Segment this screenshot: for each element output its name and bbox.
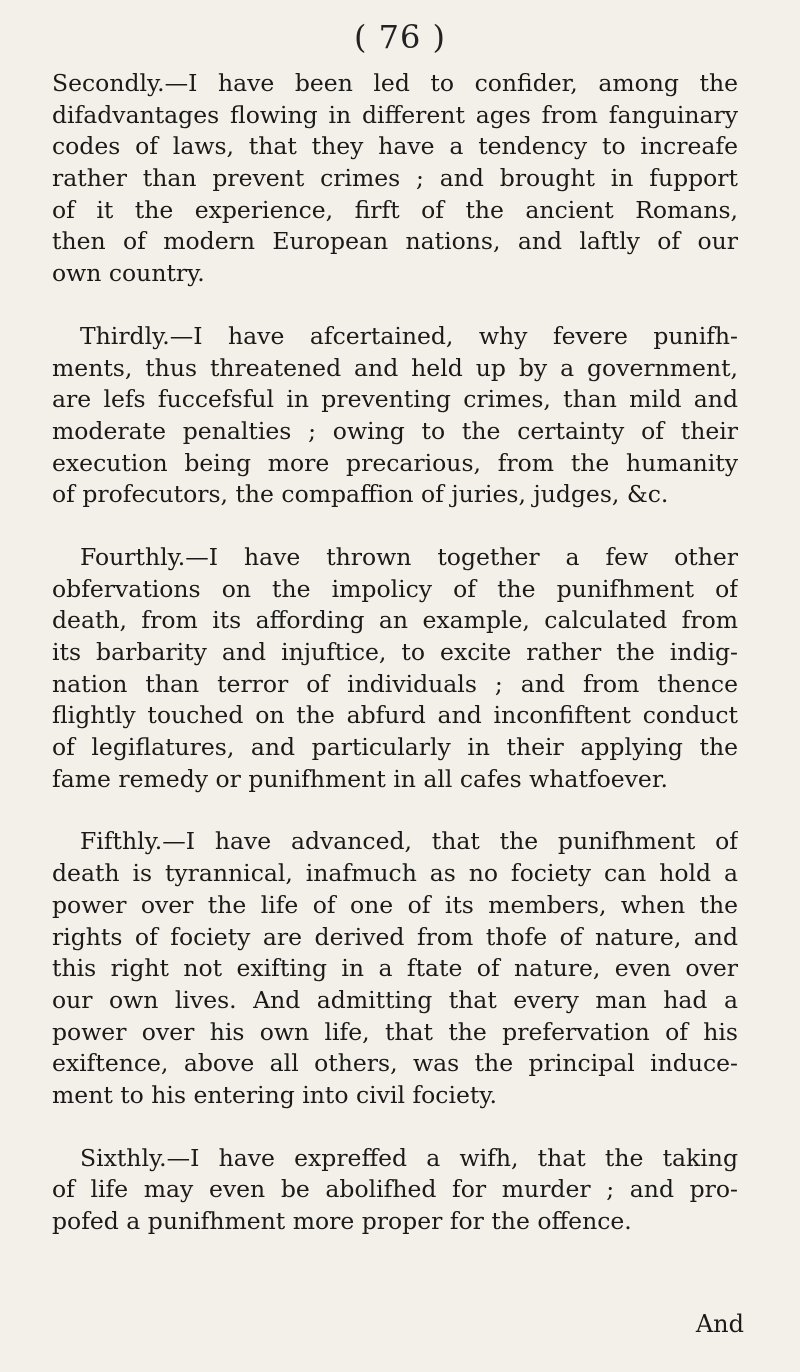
text-line: own country. <box>52 259 205 288</box>
text-line: our own lives. And admitting that every man had a <box>52 985 738 1014</box>
catchword: And <box>695 1310 744 1338</box>
text-line: moderate penalties ; owing to the certainty of their <box>52 416 738 445</box>
text-line: pofed a punifhment more proper for the offence. <box>52 1207 632 1235</box>
text-line: rights of fociety are derived from thofe of nature, and <box>52 922 738 951</box>
text-line: exiftence, above all others, was the principal induce- <box>52 1049 738 1078</box>
text-line: obfervations on the impolicy of the punifhment of <box>52 574 738 603</box>
text-line: its barbarity and injuftice, to excite rather the indig- <box>52 638 738 666</box>
text-line: codes of laws, that they have a tendency to increafe <box>52 132 738 161</box>
body-text <box>52 68 738 1269</box>
paragraph-sixthly <box>52 1143 738 1238</box>
text-line: of it the experience, firft of the ancient Romans, <box>52 195 738 224</box>
text-line: ments, thus threatened and held up by a government, <box>52 353 738 382</box>
text-line: death is tyrannical, inafmuch as no fociety can hold a <box>52 859 738 888</box>
text-line: Fourthly.—I have thrown together a few other <box>80 542 738 571</box>
text-line: fame remedy or punifhment in all cafes whatfoever. <box>52 764 668 793</box>
paragraph-fifthly <box>52 826 738 1111</box>
text-line: rather than prevent crimes ; and brought in fupport <box>52 164 738 193</box>
text-line: are lefs fuccefsful in preventing crimes, than mild and <box>52 385 738 414</box>
paragraph-thirdly <box>52 321 738 511</box>
text-line: difadvantages flowing in different ages from fanguinary <box>52 100 738 129</box>
text-line: Sixthly.—I have expreffed a wifh, that the taking <box>80 1143 738 1172</box>
text-line: flightly touched on the abfurd and inconfiftent conduct <box>52 701 738 730</box>
page-number: ( 76 ) <box>353 18 447 56</box>
text-line: power over the life of one of its members, when the <box>52 890 738 919</box>
text-line: of life may even be abolifhed for murder ; and pro- <box>52 1175 738 1204</box>
text-line: ment to his entering into civil fociety. <box>52 1080 497 1109</box>
text-line: execution being more precarious, from the humanity <box>52 448 738 477</box>
text-line: nation than terror of individuals ; and from thence <box>52 669 738 698</box>
text-line: power over his own life, that the prefervation of his <box>52 1017 738 1046</box>
text-line: death, from its affording an example, calculated from <box>52 606 738 635</box>
text-line: Fifthly.—I have advanced, that the punifhment of <box>80 827 738 856</box>
paragraph-secondly <box>52 68 738 290</box>
text-line: of legiflatures, and particularly in their applying the <box>52 733 738 762</box>
text-line: of profecutors, the compaffion of juries, judges, &c. <box>52 480 669 509</box>
text-line: then of modern European nations, and laftly of our <box>52 227 738 256</box>
text-line: Thirdly.—I have afcertained, why fevere punifh- <box>80 321 738 350</box>
text-line: Secondly.—I have been led to confider, among the <box>52 69 738 97</box>
paragraph-fourthly <box>52 542 738 796</box>
text-line: this right not exifting in a ftate of nature, even over <box>52 954 738 983</box>
